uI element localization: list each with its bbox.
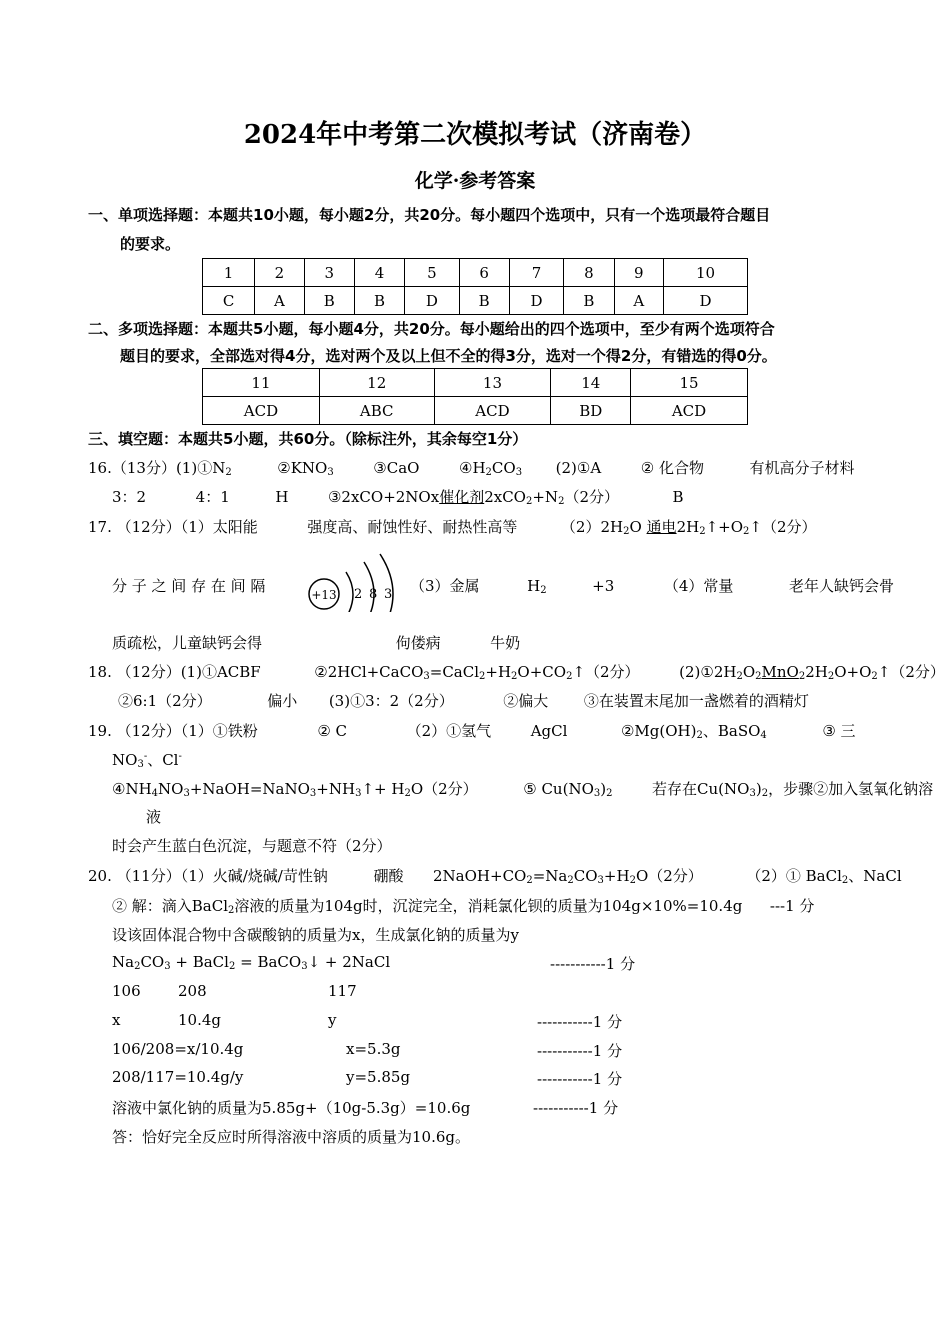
table-cell: ACD: [434, 397, 551, 425]
score-note: （2分）: [564, 488, 619, 506]
subscript: 3: [355, 788, 362, 799]
answer-text: ): [600, 780, 607, 798]
q19-line1: [88, 720, 856, 741]
answer-text: ② 化合物: [640, 459, 704, 477]
table-cell: 8: [564, 259, 614, 287]
table-cell: 15: [631, 369, 748, 397]
subscript: 2: [479, 671, 486, 682]
answer-text: +N: [532, 488, 559, 506]
answer-text: 老年人缺钙会骨: [788, 577, 894, 595]
q20-molar-mass-106: 106: [112, 982, 141, 1000]
answer-text: ↑（2分）: [749, 518, 817, 536]
table-cell: B: [564, 287, 614, 315]
answer-text: ↑（2分）: [572, 663, 640, 681]
answer-text: +NH: [316, 780, 356, 798]
answer-text: ⑤ Cu(NO: [523, 780, 594, 798]
table-cell: BD: [551, 397, 631, 425]
subscript: 2: [761, 788, 769, 799]
answer-text: ↓ + 2NaCl: [307, 953, 391, 971]
subscript: 2: [526, 875, 533, 886]
answer-text: B: [672, 488, 684, 506]
answer-text: 4：1: [195, 488, 230, 506]
answer-text: NO: [112, 751, 138, 769]
q20-result-x: x=5.3g: [346, 1040, 401, 1058]
table-cell: ACD: [631, 397, 748, 425]
subscript: 2: [629, 875, 636, 886]
answer-text: ↑（2分）: [877, 663, 945, 681]
q18-line2: [118, 690, 809, 711]
table-cell: 9: [614, 259, 663, 287]
answer-text: ②6:1（2分）: [118, 692, 212, 710]
answer-text: Na: [112, 953, 135, 971]
answer-text: NO: [158, 780, 184, 798]
q17-line2-rest: [410, 575, 894, 596]
reaction-condition: 催化剂: [439, 488, 485, 506]
section2-heading: 二、多项选择题：本题共5小题，每小题4分，共20分。每小题给出的四个选项中，至少有两个选项符合: [88, 320, 775, 338]
subscript: 2: [540, 585, 547, 596]
q20-equation: [112, 953, 390, 972]
q19-line2: [112, 749, 182, 770]
answer-text: （4）常量: [663, 577, 734, 595]
table-cell: B: [354, 287, 404, 315]
answer-text: O（2分）: [410, 780, 478, 798]
answer-text: 硼酸: [373, 867, 404, 885]
answer-text: = BaCO: [235, 953, 302, 971]
subscript: 2: [871, 671, 878, 682]
answer-text: 溶液的质量为104g时，沉淀完全，消耗氯化钡的质量为104g×10%=10.4g: [234, 897, 743, 915]
reaction-condition: 通电: [646, 518, 677, 536]
subscript: 3: [164, 961, 171, 972]
answer-text: 质疏松，儿童缺钙会得: [112, 634, 263, 652]
subscript: 2: [841, 875, 849, 886]
shell-electron-count: 3: [384, 587, 393, 602]
subscript: 2: [696, 730, 703, 741]
superscript: -: [178, 751, 182, 762]
q20-var-y: y: [328, 1011, 337, 1029]
q20-var-x: x: [112, 1011, 121, 1029]
subscript: 2: [743, 526, 750, 537]
answer-text: （2）①氢气: [406, 722, 492, 740]
answer-text: 、BaSO: [702, 722, 761, 740]
table-cell: 3: [304, 259, 354, 287]
table-cell: C: [203, 287, 255, 315]
score-note: -----------1 分: [533, 1099, 619, 1117]
subscript: 2: [567, 875, 574, 886]
score-note: ---1 分: [769, 897, 815, 915]
table-cell: D: [405, 287, 459, 315]
answer-text: ③CaO: [373, 459, 420, 477]
answer-text: O: [629, 518, 642, 536]
table-cell: ABC: [319, 397, 434, 425]
subscript: 2: [485, 467, 492, 478]
subscript: 2: [755, 671, 762, 682]
q20-result-y: y=5.85g: [346, 1068, 411, 1086]
answer-text: AgCl: [530, 722, 568, 740]
table-cell: 1: [203, 259, 255, 287]
table-cell: 11: [203, 369, 320, 397]
answer-text: O+CO: [517, 663, 567, 681]
q17-line3: [112, 632, 520, 653]
subscript: 2: [566, 671, 573, 682]
subscript: 2: [827, 671, 835, 682]
score-note: -----------1 分: [537, 1042, 623, 1060]
page-subtitle: 化学·参考答案: [414, 170, 536, 192]
table-row: [203, 397, 748, 425]
subscript: 4: [151, 788, 159, 799]
section1-answer-table: [202, 258, 748, 315]
answer-text: 16.（13分）(1)①N: [88, 459, 226, 477]
nucleus-charge: +13: [311, 588, 337, 602]
answer-text: CO: [491, 459, 516, 477]
subscript: 2: [404, 788, 411, 799]
answer-text: 2NaOH+CO: [433, 867, 527, 885]
subscript: 2: [558, 496, 565, 507]
subscript: 3: [515, 467, 523, 478]
answer-text: (3)①3：2（2分）: [328, 692, 454, 710]
subscript: 3: [749, 788, 756, 799]
answer-text: 牛奶: [490, 634, 521, 652]
q18-line1: [88, 661, 945, 682]
subscript: 2: [134, 961, 141, 972]
answer-text: ↑+O: [705, 518, 743, 536]
electron-shell-arc: [380, 554, 393, 612]
answer-text: ②2HCl+CaCO: [314, 663, 424, 681]
answer-text: O: [742, 663, 756, 681]
table-row: [203, 259, 748, 287]
section2-heading-cont: 题目的要求，全部选对得4分，选对两个及以上但不全的得3分，选对一个得2分，有错选的得0分。: [120, 347, 777, 365]
table-row: [203, 287, 748, 315]
answer-text: + BaCl: [170, 953, 229, 971]
subscript: 3: [137, 759, 144, 770]
answer-text: ③2xCO+2NOx: [327, 488, 440, 506]
q20-line2: [112, 895, 814, 916]
answer-text: ): [755, 780, 762, 798]
subscript: 2: [699, 526, 706, 537]
answer-text: 、Cl: [147, 751, 179, 769]
table-cell: 7: [509, 259, 563, 287]
answer-text: CO: [140, 953, 165, 971]
subscript: 3: [423, 671, 430, 682]
answer-text: （2）① BaCl: [746, 867, 842, 885]
section3-heading: 三、填空题：本题共5小题，共60分。（除标注外，其余每空1分）: [88, 430, 528, 448]
subscript: 2: [511, 671, 518, 682]
score-note: -----------1 分: [537, 1013, 623, 1031]
answer-text: ②Mg(OH): [620, 722, 697, 740]
subscript: 3: [597, 875, 604, 886]
table-cell: 10: [663, 259, 747, 287]
q16-line1: [88, 457, 855, 478]
answer-text: 20. （11分）（1）火碱/烧碱/苛性钠: [88, 867, 328, 885]
answer-text: （2）2H: [560, 518, 624, 536]
q19-line5: 时会产生蓝白色沉淀，与题意不符（2分）: [112, 837, 392, 855]
score-note: -----------1 分: [537, 1070, 623, 1088]
subscript: 2: [736, 671, 743, 682]
answer-text: +3: [592, 577, 615, 595]
subscript: 2: [228, 905, 235, 916]
q20-molar-mass-117: 117: [328, 982, 357, 1000]
score-note: -----------1 分: [550, 955, 636, 973]
section2-answer-table: [202, 368, 748, 425]
subscript: 2: [525, 496, 533, 507]
q20-ratio-1: 106/208=x/10.4g: [112, 1040, 244, 1058]
answer-text: ，步骤②加入氢氧化钠溶: [768, 780, 934, 798]
subscript: 3: [327, 467, 334, 478]
answer-text: O（2分）: [635, 867, 703, 885]
q20-ratio-2: 208/117=10.4g/y: [112, 1068, 244, 1086]
table-row: [203, 369, 748, 397]
subscript: 2: [225, 467, 232, 478]
q20-line3: 设该固体混合物中含碳酸钠的质量为x，生成氯化钠的质量为y: [112, 926, 519, 944]
shell-electron-count: 8: [369, 587, 378, 602]
answer-text: 2H: [676, 518, 700, 536]
table-cell: ACD: [203, 397, 320, 425]
subscript: 2: [228, 961, 236, 972]
subscript: 4: [760, 730, 767, 741]
answer-text: 18. （12分）(1)①ACBF: [88, 663, 261, 681]
q17-line2-text: 分 子 之 间 存 在 间 隔: [112, 577, 266, 595]
q20-molar-mass-208: 208: [178, 982, 207, 1000]
answer-text: H: [275, 488, 289, 506]
q20-var-mass: 10.4g: [178, 1011, 222, 1029]
section1-heading-cont: 的要求。: [120, 235, 181, 253]
atom-structure-diagram: [302, 548, 402, 612]
table-cell: D: [663, 287, 747, 315]
answer-text: 佝偻病: [395, 634, 441, 652]
subscript: 3: [183, 788, 190, 799]
answer-text: 若存在Cu(NO: [652, 780, 750, 798]
table-cell: 12: [319, 369, 434, 397]
subscript: 3: [593, 788, 601, 799]
answer-text: O+O: [834, 663, 872, 681]
table-cell: B: [459, 287, 509, 315]
answer-text: 2H: [805, 663, 828, 681]
table-cell: A: [255, 287, 304, 315]
q20-nacl-mass: 溶液中氯化钠的质量为5.85g+（10g-5.3g）=10.6g: [112, 1099, 471, 1117]
answer-text: (2)①2H: [679, 663, 737, 681]
page-title: 2024年中考第二次模拟考试（济南卷）: [243, 120, 707, 150]
shell-electron-count: 2: [354, 587, 363, 602]
table-cell: B: [304, 287, 354, 315]
answer-text: H: [527, 577, 541, 595]
q19-line3: [112, 778, 933, 799]
reaction-condition: [762, 663, 806, 681]
answer-text: 、NaCl: [848, 867, 902, 885]
electron-shell-arc: [346, 572, 353, 612]
answer-text: CO: [573, 867, 598, 885]
answer-text: =Na: [532, 867, 568, 885]
answer-text: (2)①A: [555, 459, 602, 477]
answer-text: ② 解：滴入BaCl: [112, 897, 229, 915]
answer-text: +H: [485, 663, 512, 681]
table-cell: 4: [354, 259, 404, 287]
answer-text: ④H: [459, 459, 486, 477]
subscript: 2: [606, 788, 613, 799]
q16-line2: [112, 486, 684, 507]
q19-line4: 液: [146, 808, 162, 826]
subscript: 2: [623, 526, 630, 537]
answer-text: 偏小: [267, 692, 298, 710]
table-cell: 2: [255, 259, 304, 287]
answer-text: ↑+ H: [361, 780, 405, 798]
subscript: 3: [301, 961, 308, 972]
answer-text: ③ 三: [822, 722, 856, 740]
answer-text: 17. （12分）（1）太阳能: [88, 518, 258, 536]
superscript: -: [143, 751, 148, 762]
answer-text: ② C: [317, 722, 348, 740]
table-cell: 6: [459, 259, 509, 287]
answer-text: 有机高分子材料: [749, 459, 855, 477]
table-cell: 5: [405, 259, 459, 287]
answer-text: +NaOH=NaNO: [189, 780, 310, 798]
catalyst-text: MnO: [761, 663, 799, 681]
table-cell: D: [509, 287, 563, 315]
answer-text: ②偏大: [503, 692, 549, 710]
q20-final-answer: 答：恰好完全反应时所得溶液中溶质的质量为10.6g。: [112, 1128, 471, 1146]
q20-line1: [88, 865, 902, 886]
subscript: 3: [309, 788, 317, 799]
answer-text: 强度高、耐蚀性好、耐热性高等: [307, 518, 518, 536]
table-cell: 14: [551, 369, 631, 397]
section1-heading: 一、单项选择题：本题共10小题，每小题2分，共20分。每小题四个选项中，只有一个选项最符合题目: [88, 206, 771, 224]
answer-text: ④NH: [112, 780, 152, 798]
subscript: 2: [798, 671, 806, 682]
answer-text: +H: [603, 867, 630, 885]
answer-text: =CaCl: [429, 663, 480, 681]
answer-text: ②KNO: [277, 459, 328, 477]
table-cell: 13: [434, 369, 551, 397]
answer-text: （3）金属: [410, 577, 480, 595]
table-cell: A: [614, 287, 663, 315]
answer-text: ③在装置末尾加一盏燃着的酒精灯: [583, 692, 809, 710]
answer-text: 3：2: [112, 488, 147, 506]
answer-text: 19. （12分）（1）①铁粉: [88, 722, 258, 740]
q17-line1: [88, 516, 817, 537]
answer-text: 2xCO: [484, 488, 526, 506]
